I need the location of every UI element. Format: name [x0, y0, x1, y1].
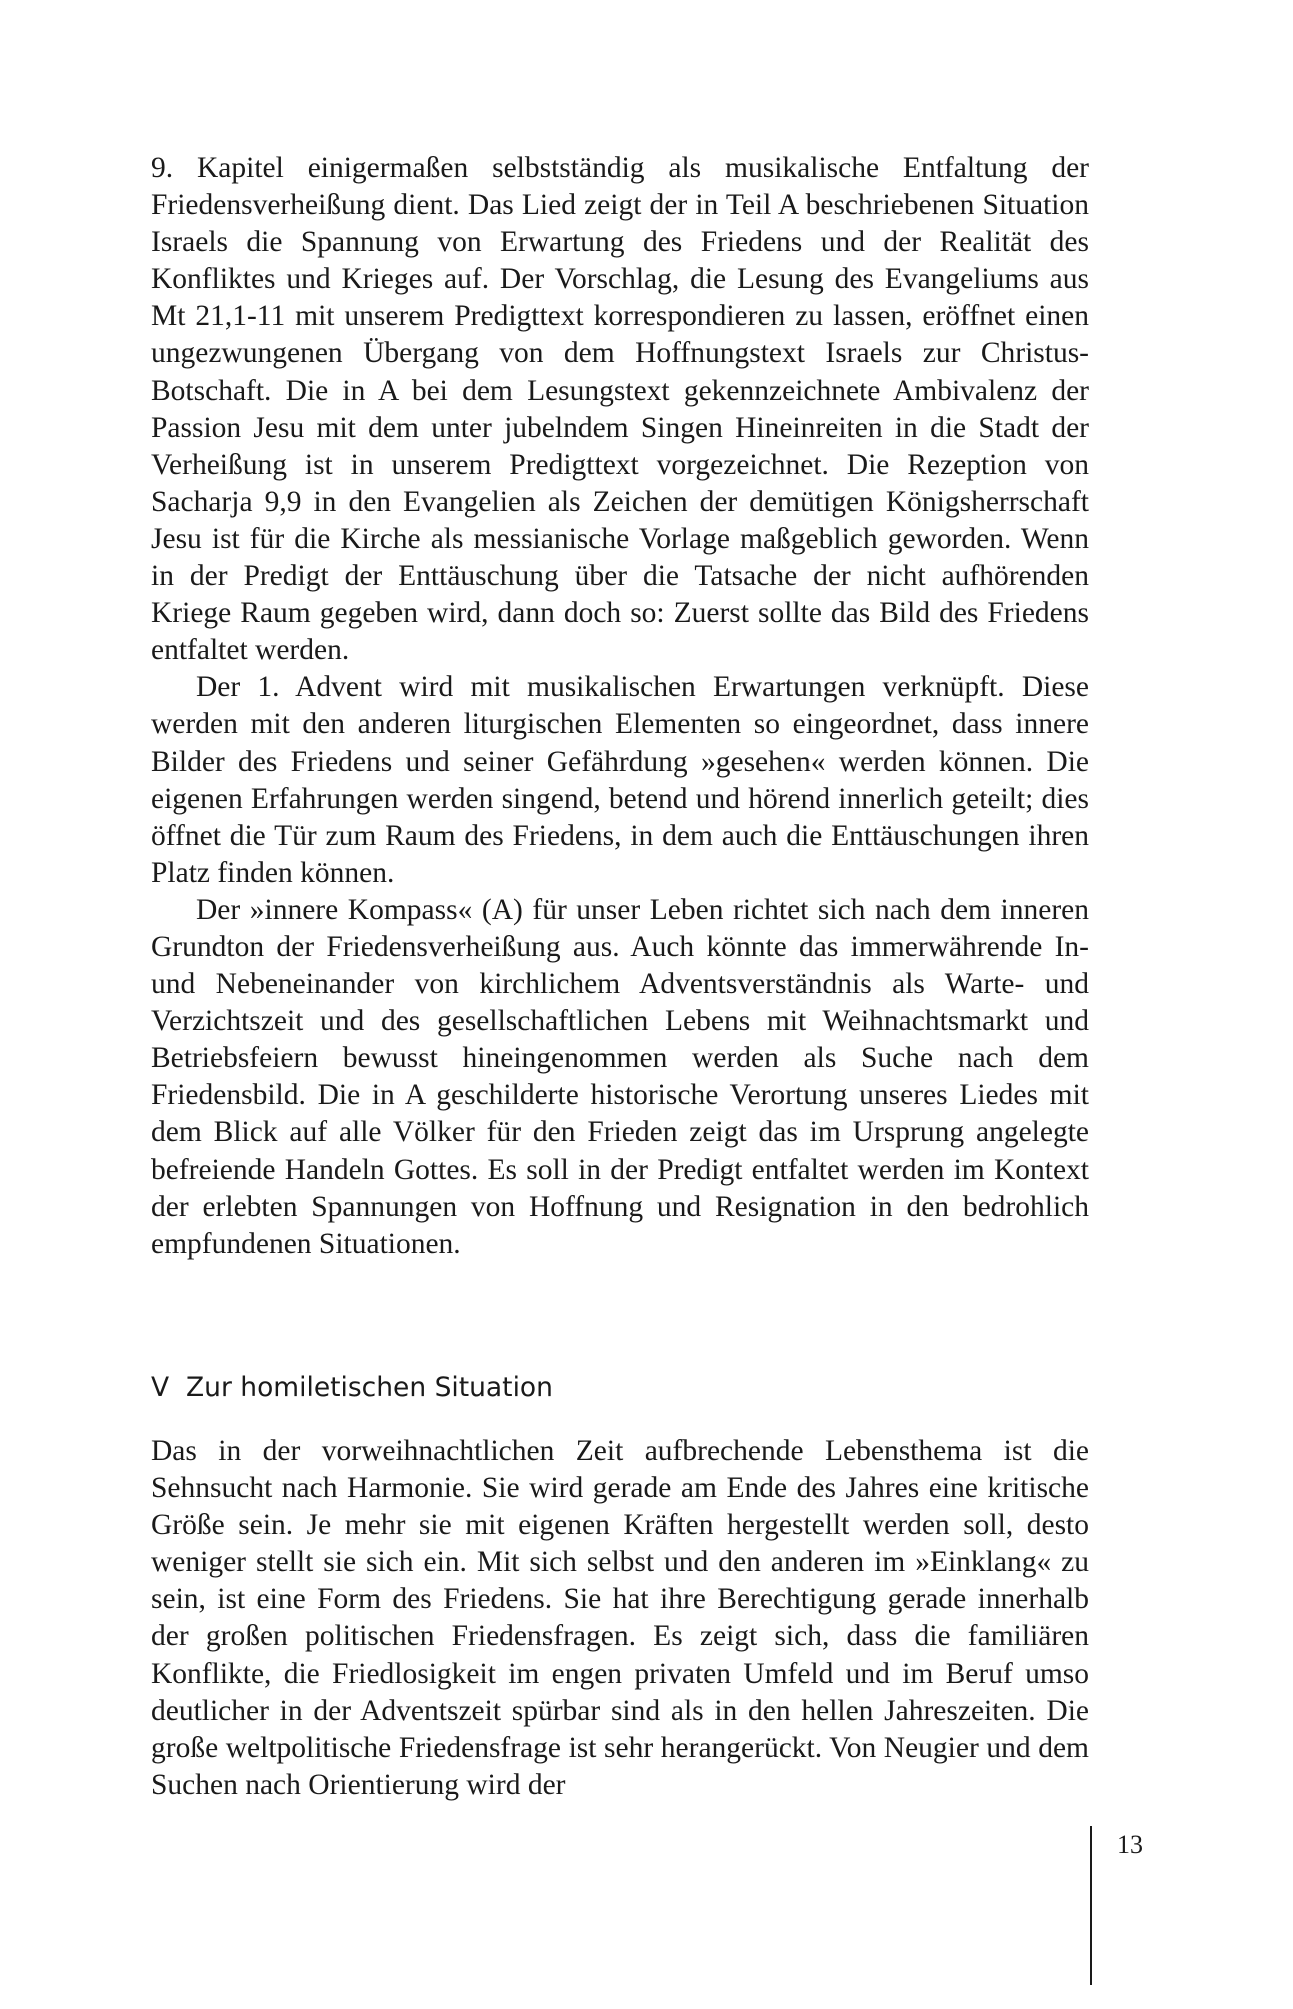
section-title: Zur homiletischen Situation [186, 1372, 553, 1403]
paragraph-advent: Der 1. Advent wird mit musikalischen Erwartungen verknüpft. Diese werden mit den anderen liturgischen Elementen so eingeordnet, dass innere Bilder des Friedens und seiner Gefährdung »gesehen« werden können. Die eigenen Erfahrungen werden singend, betend und hörend innerlich geteilt; dies öffnet die Tür zum Raum des Friedens, in dem auch die Enttäuschungen ihren Platz finden können. [151, 671, 1089, 889]
page-number-rule [1090, 1826, 1092, 1985]
body-text-lower [151, 1433, 1089, 1804]
page-number: 13 [1117, 1830, 1143, 1859]
section-number: V [151, 1372, 170, 1403]
paragraph-compass: Der »innere Kompass« (A) für unser Leben richtet sich nach dem inneren Grundton der Friedensverheißung aus. Auch könnte das immerwährende In- und Nebeneinander von kirchlichem Adventsverständnis als Warte- und Verzichtszeit und des gesellschaftlichen Lebens mit Weihnachtsmarkt und Betriebsfeiern bewusst hineingenommen werden als Suche nach dem Friedensbild. Die in A geschilderte historische Verortung unseres Liedes mit dem Blick auf alle Völker für den Frieden zeigt das im Ursprung angelegte befreiende Handeln Gottes. Es soll in der Predigt entfaltet werden im Kontext der erlebten Spannungen von Hoffnung und Resignation in den bedrohlich empfundenen Situationen. [151, 893, 1089, 1260]
body-text-upper [151, 150, 1089, 1263]
paragraph-homiletic: Das in der vorweihnachtlichen Zeit aufbrechende Lebensthema ist die Sehnsucht nach Harmonie. Sie wird gerade am Ende des Jahres eine kritische Größe sein. Je mehr sie mit eigenen Kräften hergestellt werden soll, desto weniger stellt sie sich ein. Mit sich selbst und den anderen im »Einklang« zu sein, ist eine Form des Friedens. Sie hat ihre Berechtigung gerade innerhalb der großen politischen Friedensfragen. Es zeigt sich, dass die familiären Konflikte, die Friedlosigkeit im engen privaten Umfeld und im Beruf umso deutlicher in der Adventszeit spürbar sind als in den hellen Jahreszeiten. Die große weltpolitische Friedensfrage ist sehr herangerückt. Von Neugier und dem Suchen nach Orientierung wird der [151, 1435, 1089, 1801]
paragraph-continuation: 9. Kapitel einigermaßen selbstständig als musikalische Entfaltung der Friedensverheißung dient. Das Lied zeigt der in Teil A beschriebenen Situation Israels die Spannung von Erwartung des Friedens und der Realität des Konfliktes und Krieges auf. Der Vorschlag, die Lesung des Evangeliums aus Mt 21,1-11 mit unserem Predigttext korrespondieren zu lassen, eröffnet einen ungezwungenen Übergang von dem Hoffnungstext Israels zur Christus-Botschaft. Die in A bei dem Lesungstext gekennzeichnete Ambivalenz der Passion Jesu mit dem unter jubelndem Singen Hineinreiten in die Stadt der Verheißung ist in unserem Predigttext vorgezeichnet. Die Rezeption von Sacharja 9,9 in den Evangelien als Zeichen der demütigen Königsherrschaft Jesu ist für die Kirche als messianische Vorlage maßgeblich geworden. Wenn in der Predigt der Enttäuschung über die Tatsache der nicht aufhörenden Kriege Raum gegeben wird, dann doch so: Zuerst sollte das Bild des Friedens entfaltet werden. [151, 152, 1089, 667]
section-heading [151, 1370, 553, 1406]
